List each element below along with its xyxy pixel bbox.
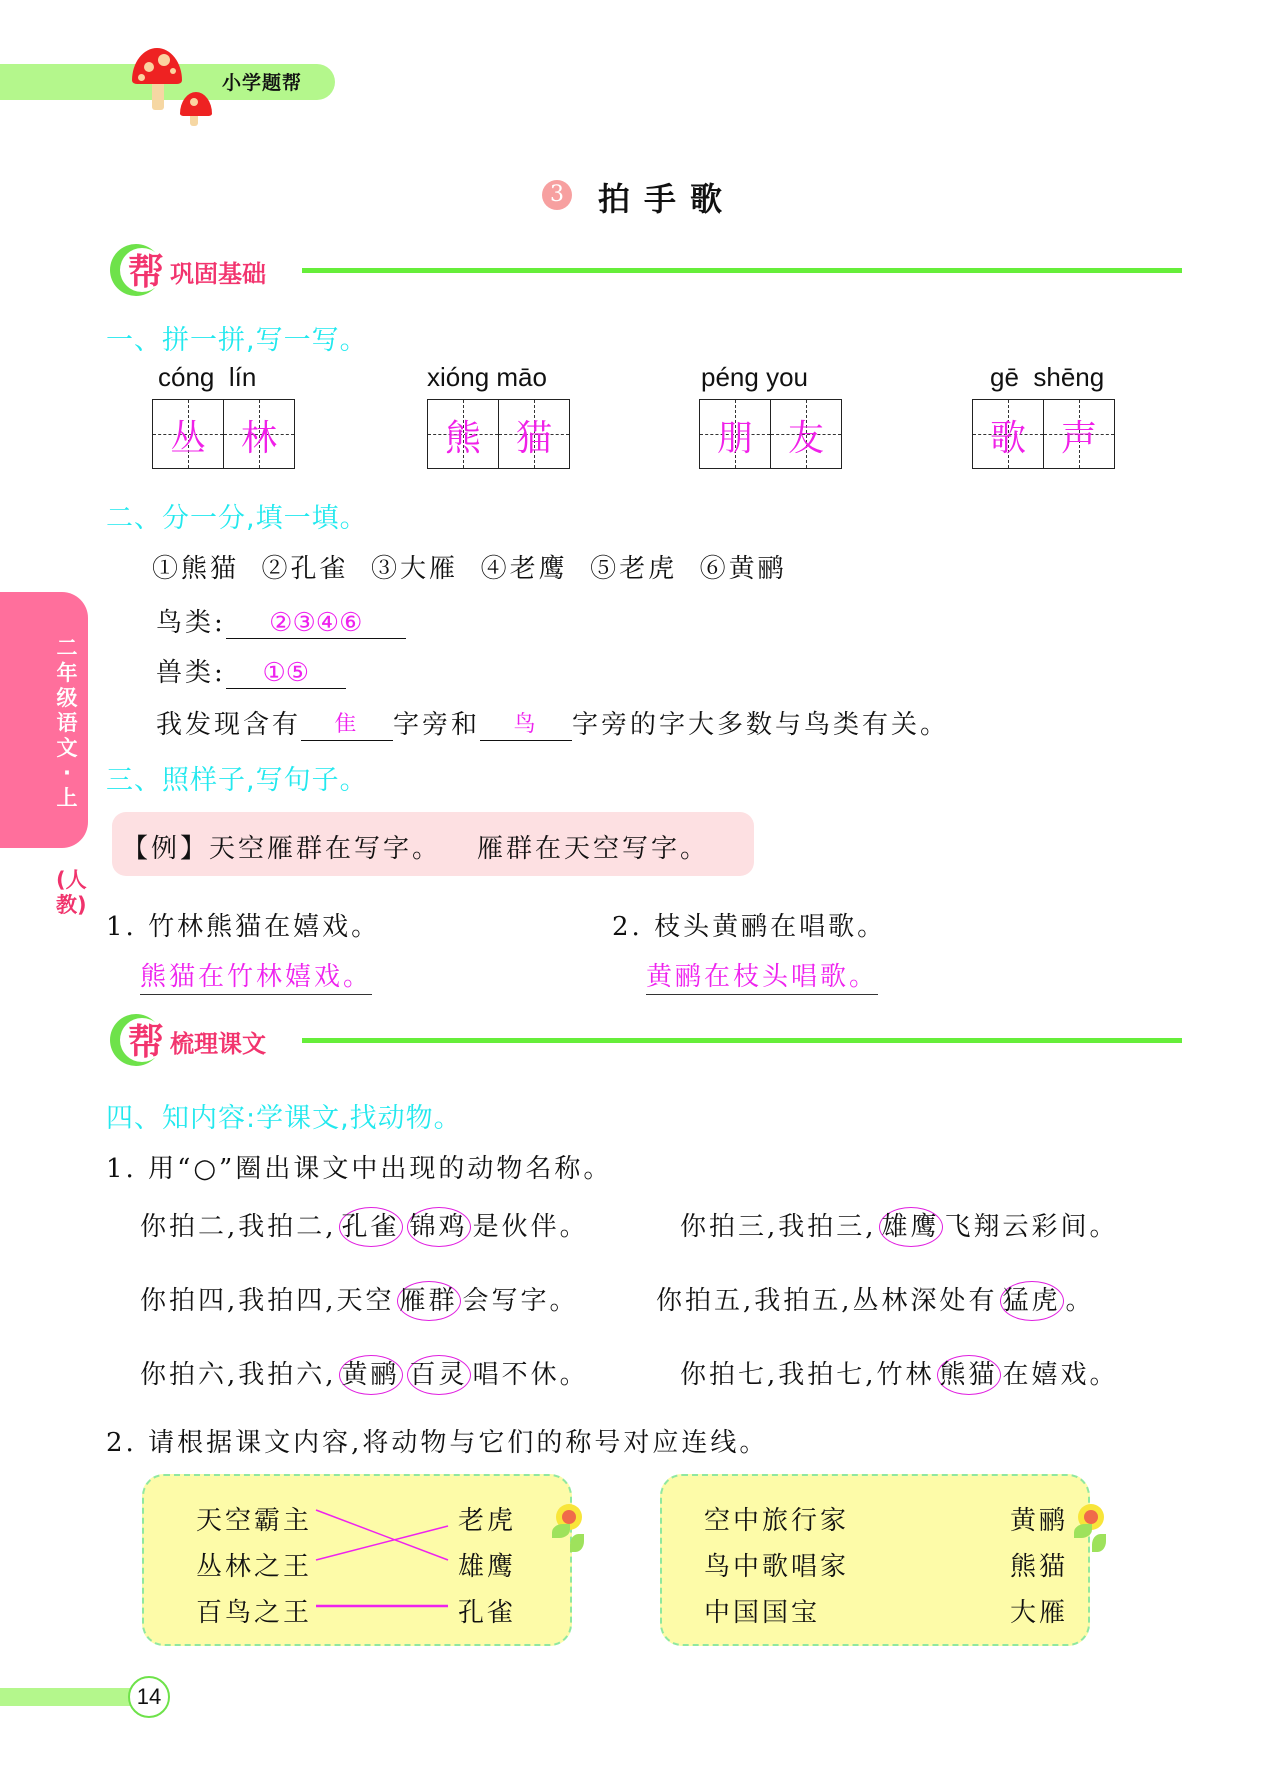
answer-char: 歌 xyxy=(989,418,1026,459)
answer-char: 熊 xyxy=(444,418,481,459)
section-label: 梳理课文 xyxy=(170,1030,266,1058)
q3-heading: 三、照样子,写句子。 xyxy=(106,765,368,796)
circled-animal: 黄鹂 xyxy=(339,1355,403,1395)
poem-text: 你拍六,我拍六, xyxy=(140,1360,337,1390)
q1-heading: 一、拼一拼,写一写。 xyxy=(106,325,368,356)
match-animal: 熊猫 xyxy=(1010,1552,1069,1582)
answer-char: 猫 xyxy=(515,418,552,459)
animal-options: ①熊猫 ②孔雀 ③大雁 ④老鹰 ⑤老虎 ⑥黄鹂 xyxy=(152,554,787,584)
discover-text: 我发现含有 xyxy=(156,710,302,740)
match-title: 天空霸主 xyxy=(196,1506,313,1536)
radical-answer-1: 隹 xyxy=(301,710,393,741)
poem-text: 你拍二,我拍二, xyxy=(140,1212,337,1242)
example-result: 雁群在天空写字。 xyxy=(477,834,710,864)
section-badge: 帮 xyxy=(128,1022,165,1063)
circled-animal: 雁群 xyxy=(397,1281,461,1321)
discover-text: 字旁的字大多数与鸟类有关。 xyxy=(572,710,950,740)
match-animal: 黄鹂 xyxy=(1010,1506,1069,1536)
rewrite-prompt-2: 2. 枝头黄鹂在唱歌。 xyxy=(612,912,887,942)
match-animal: 雄鹰 xyxy=(458,1552,517,1582)
poem-text: 飞翔云彩间。 xyxy=(944,1212,1119,1242)
answer-text: 黄鹂在枝头唱歌。 xyxy=(646,962,878,995)
poem-text: 在嬉戏。 xyxy=(1002,1360,1119,1390)
circled-animal: 百灵 xyxy=(407,1355,471,1395)
grade-label: 二年级语文·上 xyxy=(56,636,78,810)
match-title: 中国国宝 xyxy=(704,1598,821,1628)
radical-answer-2: 鸟 xyxy=(480,710,572,741)
birds-answer: ②③④⑥ xyxy=(226,608,406,639)
circled-animal: 锦鸡 xyxy=(407,1207,471,1247)
poem-text: 你拍七,我拍七,竹林 xyxy=(680,1360,935,1390)
example-source: 天空雁群在写字。 xyxy=(209,834,442,864)
beasts-label: 兽类: xyxy=(156,658,226,688)
answer-char: 丛 xyxy=(169,418,206,459)
poem-text: 是伙伴。 xyxy=(472,1212,589,1242)
beasts-answer: ①⑤ xyxy=(226,658,346,689)
birds-label: 鸟类: xyxy=(156,608,226,638)
poem-text: 你拍三,我拍三, xyxy=(680,1212,877,1242)
match-animal: 大雁 xyxy=(1010,1598,1069,1628)
pinyin-text: xióng māo xyxy=(427,362,547,392)
circled-animal: 雄鹰 xyxy=(879,1207,943,1247)
match-animal: 老虎 xyxy=(458,1506,517,1536)
answer-char: 友 xyxy=(787,418,824,459)
match-title: 空中旅行家 xyxy=(704,1506,850,1536)
lesson-number-badge: 3 xyxy=(542,180,572,210)
poem-text: 你拍五,我拍五,丛林深处有 xyxy=(656,1286,998,1316)
answer-char: 林 xyxy=(240,418,277,459)
section-label: 巩固基础 xyxy=(170,260,266,288)
match-title: 丛林之王 xyxy=(196,1552,313,1582)
match-title: 鸟中歌唱家 xyxy=(704,1552,850,1582)
poem-text: 你拍四,我拍四,天空 xyxy=(140,1286,395,1316)
answer-char: 朋 xyxy=(716,418,753,459)
q4-sub1: 1. 用“○”圈出课文中出现的动物名称。 xyxy=(106,1154,613,1184)
circled-animal: 孔雀 xyxy=(339,1207,403,1247)
rewrite-prompt-1: 1. 竹林熊猫在嬉戏。 xyxy=(106,912,381,942)
pinyin-text: cóng lín xyxy=(158,362,257,392)
match-title: 百鸟之王 xyxy=(196,1598,313,1628)
poem-text: 。 xyxy=(1065,1286,1095,1316)
q4-sub2: 2. 请根据课文内容,将动物与它们的称号对应连线。 xyxy=(106,1428,769,1458)
circled-animal: 猛虎 xyxy=(1000,1281,1064,1321)
footer-band xyxy=(0,1688,134,1706)
pinyin-text: péng you xyxy=(701,362,808,392)
page-title: 拍手歌 xyxy=(598,180,737,218)
circled-animal: 熊猫 xyxy=(937,1355,1001,1395)
q2-heading: 二、分一分,填一填。 xyxy=(106,503,368,534)
example-tag: 【例】 xyxy=(122,834,210,864)
answer-char: 声 xyxy=(1060,418,1097,459)
match-animal: 孔雀 xyxy=(458,1598,517,1628)
pinyin-text: gē shēng xyxy=(990,362,1105,392)
q4-heading: 四、知内容:学课文,找动物。 xyxy=(106,1103,462,1134)
answer-text: 熊猫在竹林嬉戏。 xyxy=(140,962,372,995)
poem-text: 唱不休。 xyxy=(472,1360,589,1390)
brand-label: 小学题帮 xyxy=(222,72,303,94)
poem-text: 会写字。 xyxy=(462,1286,579,1316)
publisher-label: (人教) xyxy=(56,868,87,917)
discover-text: 字旁和 xyxy=(393,710,481,740)
section-badge: 帮 xyxy=(128,252,165,293)
page-number: 14 xyxy=(128,1676,170,1718)
